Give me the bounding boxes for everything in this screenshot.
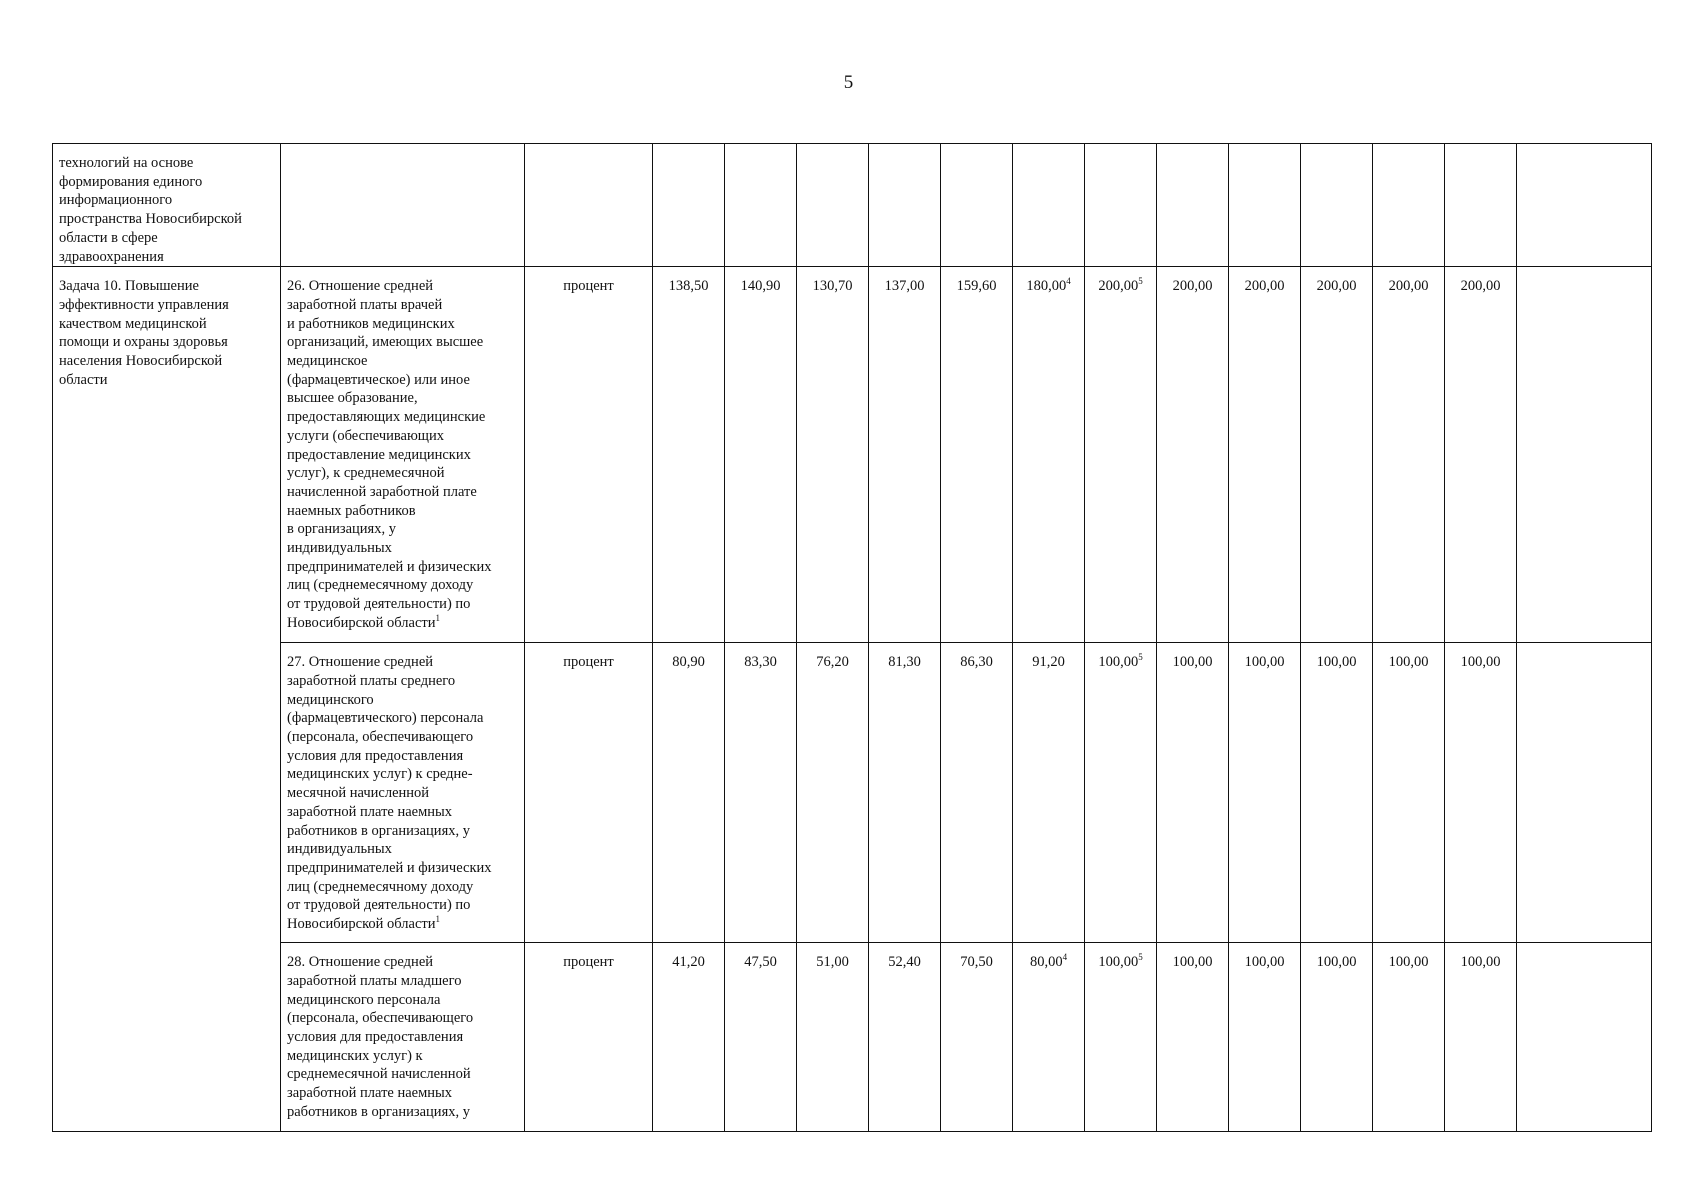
unit-cell xyxy=(525,144,653,267)
value-cell xyxy=(1085,144,1157,267)
value-cell: 200,00 xyxy=(1445,267,1517,643)
indicator-cell xyxy=(281,643,525,943)
value-cell: 83,30 xyxy=(725,643,797,943)
value-cell: 100,00 xyxy=(1445,643,1517,943)
value-cell: 41,20 xyxy=(653,943,725,1132)
indicator-cell xyxy=(281,943,525,1132)
value-cell: 159,60 xyxy=(941,267,1013,643)
value-cell xyxy=(1013,144,1085,267)
value-cell: 70,50 xyxy=(941,943,1013,1132)
last-cell xyxy=(1517,943,1652,1132)
value-cell: 100,00 xyxy=(1229,643,1301,943)
indicator-text: 27. Отношение средней заработной платы среднего медицинского (фармацевтического) персонала (персонала, обеспечивающего условия для предоставления медицинских услуг) к средне- месячной начисленной заработной плате наемных работников в организациях, у индивидуальных предпринимателей и физических лиц (среднемесячному доходу от трудовой деятельности) по Новосибирской области xyxy=(287,654,492,933)
task-cell xyxy=(53,267,281,1132)
value-cell: 100,00 xyxy=(1157,943,1229,1132)
task-text: Задача 10. Повышение эффективности управления качеством медицинской помощи и охраны здоровья населения Новосибирской области xyxy=(59,278,229,388)
value-cell: 200,00 xyxy=(1157,267,1229,643)
value-cell: 80,00$^4$ xyxy=(1013,943,1085,1132)
unit-text: процент xyxy=(563,278,614,295)
value-cell xyxy=(1301,144,1373,267)
task-text: технологий на основе формирования единого информационного пространства Новосибирской области в сфере здравоохранения xyxy=(59,155,242,265)
value-cell: 86,30 xyxy=(941,643,1013,943)
value-cell: 100,00 xyxy=(1157,643,1229,943)
indicator-cell xyxy=(281,267,525,643)
last-cell xyxy=(1517,643,1652,943)
last-cell xyxy=(1517,144,1652,267)
indicator-text: 28. Отношение средней заработной платы младшего медицинского персонала (персонала, обеспечивающего условия для предоставления медицинских услуг) к среднемесячной начисленной заработной плате наемных работников в организациях, у xyxy=(287,954,474,1120)
value-cell xyxy=(725,144,797,267)
value-cell: 200,00 xyxy=(1373,267,1445,643)
value-cell: 100,00$^5$ xyxy=(1085,643,1157,943)
unit-text: процент xyxy=(563,954,614,971)
value-cell: 100,00 xyxy=(1445,943,1517,1132)
value-cell: 91,20 xyxy=(1013,643,1085,943)
value-cell: 80,90 xyxy=(653,643,725,943)
value-cell: 200,00 xyxy=(1229,267,1301,643)
value-cell: 47,50 xyxy=(725,943,797,1132)
value-cell: 138,50 xyxy=(653,267,725,643)
table-row xyxy=(53,144,1652,267)
value-cell xyxy=(1229,144,1301,267)
value-cell: 100,00 xyxy=(1301,943,1373,1132)
page-number: 5 xyxy=(843,72,854,93)
value-cell: 200,00$^5$ xyxy=(1085,267,1157,643)
value-cell xyxy=(1445,144,1517,267)
value-cell: 100,00 xyxy=(1301,643,1373,943)
indicator-text: 26. Отношение средней заработной платы врачей и работников медицинских организаций, имеющих высшее медицинское (фармацевтическое) или иное высшее образование, предоставляющих медицинские услуги (обеспечивающих предоставление медицинских услуг), к среднемесячной начисленной заработной плате наемных работников в организациях, у индивидуальных предпринимателей и физических лиц (среднемесячному доходу от трудовой деятельности) по Новосибирской области xyxy=(287,278,492,631)
value-cell: 140,90 xyxy=(725,267,797,643)
value-cell: 180,00$^4$ xyxy=(1013,267,1085,643)
value-cell: 100,00$^5$ xyxy=(1085,943,1157,1132)
footnote-mark: 1 xyxy=(435,914,441,925)
value-cell: 137,00 xyxy=(869,267,941,643)
task-cell xyxy=(53,144,281,267)
value-cell xyxy=(869,144,941,267)
unit-text: процент xyxy=(563,654,614,671)
value-cell: 200,00 xyxy=(1301,267,1373,643)
last-cell xyxy=(1517,267,1652,643)
value-cell: 100,00 xyxy=(1229,943,1301,1132)
indicator-cell xyxy=(281,144,525,267)
value-cell xyxy=(1157,144,1229,267)
footnote-mark: 1 xyxy=(435,613,441,624)
unit-cell xyxy=(525,267,653,643)
table-row xyxy=(53,643,1652,943)
value-cell xyxy=(797,144,869,267)
indicators-table xyxy=(52,143,1652,1132)
table-row xyxy=(53,267,1652,643)
value-cell: 76,20 xyxy=(797,643,869,943)
value-cell: 51,00 xyxy=(797,943,869,1132)
value-cell: 130,70 xyxy=(797,267,869,643)
value-cell: 81,30 xyxy=(869,643,941,943)
value-cell xyxy=(941,144,1013,267)
value-cell xyxy=(1373,144,1445,267)
value-cell xyxy=(653,144,725,267)
table-row xyxy=(53,943,1652,1132)
value-cell: 52,40 xyxy=(869,943,941,1132)
value-cell: 100,00 xyxy=(1373,643,1445,943)
value-cell: 100,00 xyxy=(1373,943,1445,1132)
unit-cell xyxy=(525,643,653,943)
unit-cell xyxy=(525,943,653,1132)
